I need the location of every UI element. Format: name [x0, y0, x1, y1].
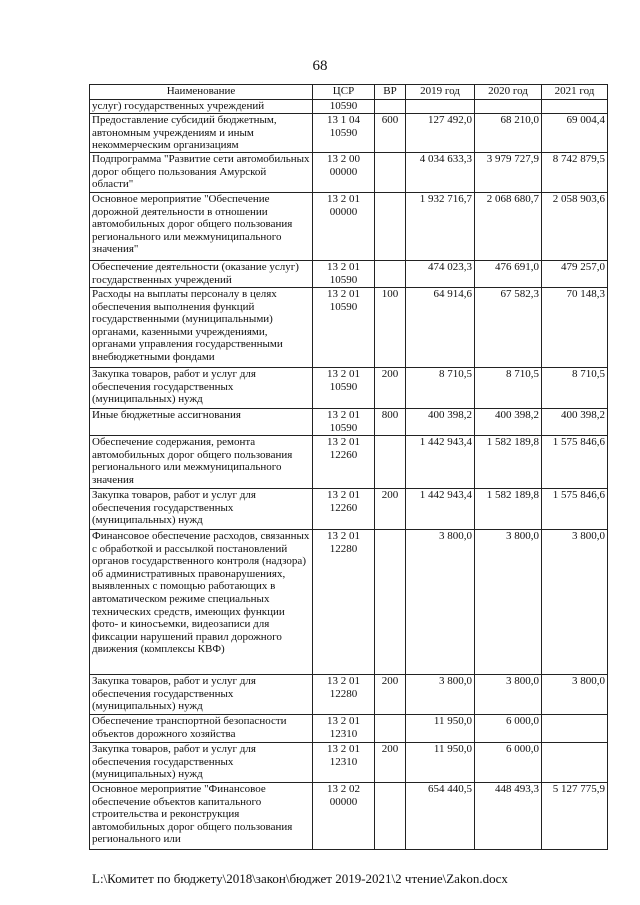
row-vr: 600 — [375, 114, 406, 153]
header-2021: 2021 год — [542, 85, 608, 100]
row-vr — [375, 153, 406, 193]
row-name: Обеспечение деятельности (оказание услуг) государственных учреждений — [90, 261, 313, 288]
row-name: Подпрограмма "Развитие сети автомобильных дорог общего пользования Амурской области" — [90, 153, 313, 193]
row-2019: 11 950,0 — [406, 715, 475, 743]
row-vr — [375, 193, 406, 261]
row-2019: 3 800,0 — [406, 675, 475, 715]
header-vr: ВР — [375, 85, 406, 100]
table-row — [90, 436, 608, 489]
row-2021 — [542, 715, 608, 743]
row-vr: 100 — [375, 288, 406, 368]
row-name: Закупка товаров, работ и услуг для обеспечения государственных (муниципальных) нужд — [90, 368, 313, 409]
row-vr: 200 — [375, 489, 406, 530]
table-row — [90, 100, 608, 114]
row-2020: 8 710,5 — [475, 368, 542, 409]
row-2019: 3 800,0 — [406, 530, 475, 675]
row-name: Основное мероприятие "Обеспечение дорожной деятельности в отношении автомобильных дорог общего пользования регионального или межмуниципального значения" — [90, 193, 313, 261]
row-2021: 400 398,2 — [542, 409, 608, 436]
row-name: услуг) государственных учреждений — [90, 100, 313, 114]
table-row — [90, 715, 608, 743]
row-csr: 13 2 01 12260 — [313, 436, 375, 489]
table-row — [90, 368, 608, 409]
table-row — [90, 153, 608, 193]
row-csr: 13 2 01 12310 — [313, 743, 375, 783]
row-name: Обеспечение транспортной безопасности объектов дорожного хозяйства — [90, 715, 313, 743]
row-csr: 13 2 01 12280 — [313, 675, 375, 715]
row-vr: 200 — [375, 743, 406, 783]
row-vr: 800 — [375, 409, 406, 436]
row-vr — [375, 436, 406, 489]
row-name: Иные бюджетные ассигнования — [90, 409, 313, 436]
row-2021: 69 004,4 — [542, 114, 608, 153]
row-vr — [375, 100, 406, 114]
row-vr — [375, 783, 406, 850]
row-2020: 3 979 727,9 — [475, 153, 542, 193]
row-name: Обеспечение содержания, ремонта автомобильных дорог общего пользования регионального или межмуниципального значения — [90, 436, 313, 489]
row-csr: 13 2 01 10590 — [313, 288, 375, 368]
row-2020: 6 000,0 — [475, 715, 542, 743]
row-vr — [375, 715, 406, 743]
row-2019: 1 442 943,4 — [406, 489, 475, 530]
row-2020: 400 398,2 — [475, 409, 542, 436]
row-2020: 67 582,3 — [475, 288, 542, 368]
table-row — [90, 743, 608, 783]
header-name: Наименование — [90, 85, 313, 100]
table-row — [90, 261, 608, 288]
table-row — [90, 530, 608, 675]
row-2019: 474 023,3 — [406, 261, 475, 288]
row-2021: 5 127 775,9 — [542, 783, 608, 850]
row-csr: 13 2 01 10590 — [313, 261, 375, 288]
row-2019: 1 932 716,7 — [406, 193, 475, 261]
row-name: Предоставление субсидий бюджетным, автономным учреждениям и иным некоммерческим организациям — [90, 114, 313, 153]
row-name: Закупка товаров, работ и услуг для обеспечения государственных (муниципальных) нужд — [90, 489, 313, 530]
row-2020: 68 210,0 — [475, 114, 542, 153]
row-csr: 13 2 01 00000 — [313, 193, 375, 261]
row-csr: 13 1 04 10590 — [313, 114, 375, 153]
row-2019: 4 034 633,3 — [406, 153, 475, 193]
row-name: Основное мероприятие "Финансовое обеспечение объектов капитального строительства и реконструкция автомобильных дорог общего пользования регионального или — [90, 783, 313, 850]
budget-table — [89, 84, 608, 850]
row-csr: 13 2 01 12280 — [313, 530, 375, 675]
table-row — [90, 288, 608, 368]
row-name: Расходы на выплаты персоналу в целях обеспечения выполнения функций государственными (муниципальными) органами, казенными учреждениями, органами управления государственными внебюджетными фондами — [90, 288, 313, 368]
row-2020: 6 000,0 — [475, 743, 542, 783]
row-2021 — [542, 743, 608, 783]
row-2021: 1 575 846,6 — [542, 489, 608, 530]
row-csr: 13 2 02 00000 — [313, 783, 375, 850]
row-2021: 8 742 879,5 — [542, 153, 608, 193]
row-csr: 13 2 01 12310 — [313, 715, 375, 743]
row-2019: 64 914,6 — [406, 288, 475, 368]
row-csr: 13 2 00 00000 — [313, 153, 375, 193]
row-2019 — [406, 100, 475, 114]
row-2021: 2 058 903,6 — [542, 193, 608, 261]
row-2020: 1 582 189,8 — [475, 436, 542, 489]
row-2019: 400 398,2 — [406, 409, 475, 436]
row-vr — [375, 530, 406, 675]
row-2020: 3 800,0 — [475, 675, 542, 715]
row-name: Закупка товаров, работ и услуг для обеспечения государственных (муниципальных) нужд — [90, 743, 313, 783]
row-csr: 13 2 01 10590 — [313, 368, 375, 409]
table-row — [90, 783, 608, 850]
row-2019: 654 440,5 — [406, 783, 475, 850]
row-2019: 8 710,5 — [406, 368, 475, 409]
table-row — [90, 489, 608, 530]
table-row — [90, 675, 608, 715]
row-2020: 448 493,3 — [475, 783, 542, 850]
table-header-row — [90, 85, 608, 100]
row-2019: 1 442 943,4 — [406, 436, 475, 489]
row-2020: 476 691,0 — [475, 261, 542, 288]
row-2020: 2 068 680,7 — [475, 193, 542, 261]
row-2020: 1 582 189,8 — [475, 489, 542, 530]
page-number: 68 — [312, 58, 328, 74]
row-2020: 3 800,0 — [475, 530, 542, 675]
row-vr: 200 — [375, 368, 406, 409]
row-csr: 13 2 01 10590 — [313, 409, 375, 436]
table-row — [90, 114, 608, 153]
row-name: Закупка товаров, работ и услуг для обеспечения государственных (муниципальных) нужд — [90, 675, 313, 715]
row-2019: 127 492,0 — [406, 114, 475, 153]
row-2021: 8 710,5 — [542, 368, 608, 409]
row-2021 — [542, 100, 608, 114]
header-2019: 2019 год — [406, 85, 475, 100]
row-2020 — [475, 100, 542, 114]
table-row — [90, 409, 608, 436]
row-csr: 13 2 01 12260 — [313, 489, 375, 530]
header-csr: ЦСР — [313, 85, 375, 100]
row-2019: 11 950,0 — [406, 743, 475, 783]
row-vr — [375, 261, 406, 288]
row-csr: 10590 — [313, 100, 375, 114]
row-name: Финансовое обеспечение расходов, связанных с обработкой и рассылкой постановлений органов государственного контроля (надзора) об административных правонарушениях, выявленных с помощью работающих в автоматическом режиме специальных технических средств, имеющих функции фото- и киносъемки, видеозаписи для фиксации нарушений правил дорожного движения (комплексы КВФ) — [90, 530, 313, 675]
header-2020: 2020 год — [475, 85, 542, 100]
row-2021: 70 148,3 — [542, 288, 608, 368]
row-2021: 3 800,0 — [542, 675, 608, 715]
row-2021: 1 575 846,6 — [542, 436, 608, 489]
footer-file-path: L:\Комитет по бюджету\2018\закон\бюджет 2019-2021\2 чтение\Zakon.docx — [92, 871, 508, 886]
table-row — [90, 193, 608, 261]
row-2021: 479 257,0 — [542, 261, 608, 288]
row-vr: 200 — [375, 675, 406, 715]
row-2021: 3 800,0 — [542, 530, 608, 675]
